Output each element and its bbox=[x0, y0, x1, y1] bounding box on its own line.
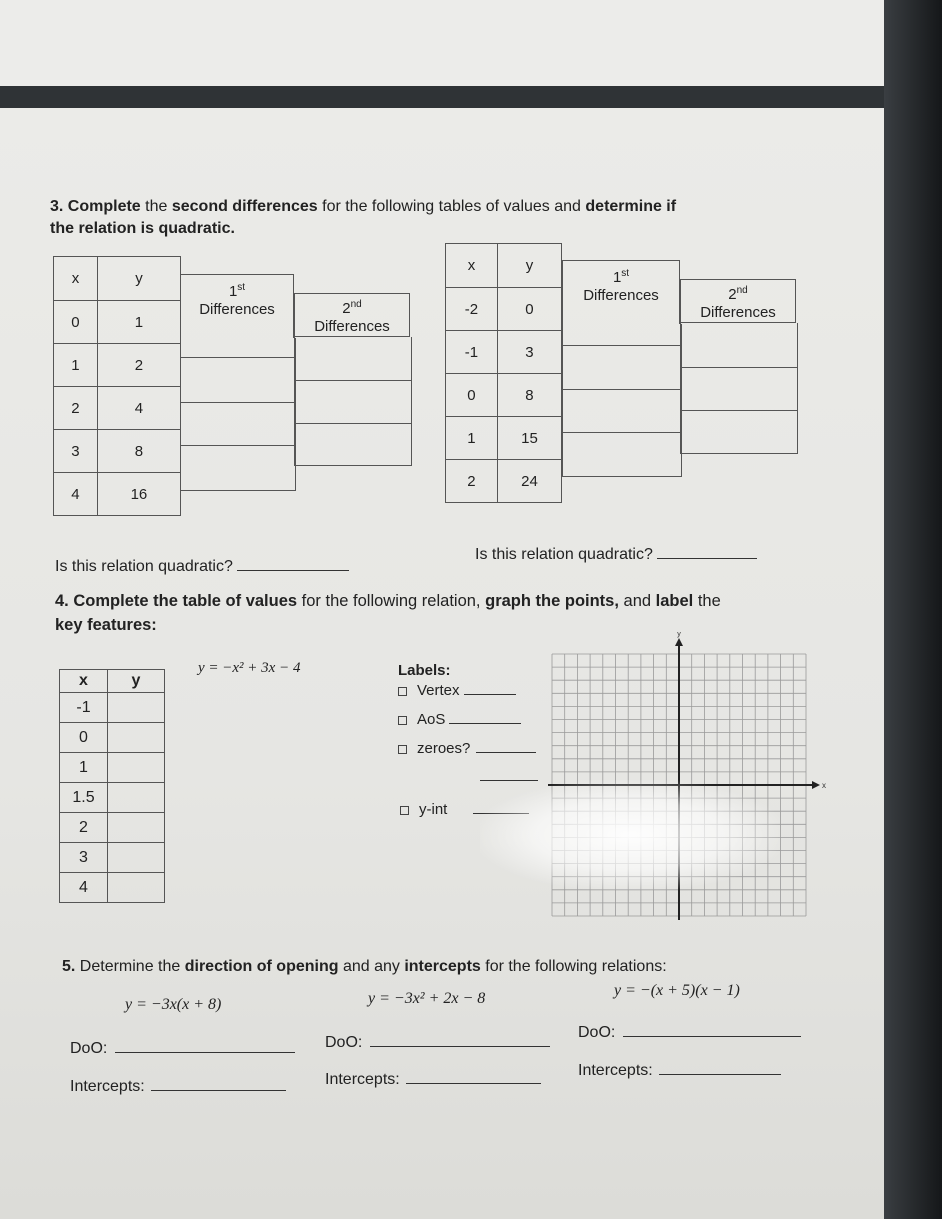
q3-table2-cell: 0 bbox=[446, 374, 498, 417]
answer-blank[interactable] bbox=[115, 1052, 295, 1053]
q3-table2-cell: 8 bbox=[497, 374, 561, 417]
q3-table2-cell: 1 bbox=[446, 417, 498, 460]
q4-table-x-cell: 3 bbox=[60, 843, 108, 873]
answer-blank[interactable] bbox=[406, 1083, 541, 1084]
answer-blank[interactable] bbox=[659, 1074, 781, 1075]
q5-doo-1: DoO: bbox=[70, 1040, 295, 1058]
q4-table-y-cell[interactable] bbox=[108, 723, 165, 753]
q4-number: 4. bbox=[55, 592, 69, 610]
q3-table1-cell: 2 bbox=[97, 344, 180, 387]
q3-table1-second-diff-column bbox=[294, 337, 412, 466]
q3-table2-cell: 0 bbox=[497, 288, 561, 331]
q3-table1-cell: 3 bbox=[54, 430, 98, 473]
q3-table2-cell: 3 bbox=[497, 331, 561, 374]
monitor-bezel-bar bbox=[0, 86, 942, 108]
q5-number: 5. bbox=[62, 958, 76, 975]
q4-table-x-cell: -1 bbox=[60, 693, 108, 723]
answer-blank[interactable] bbox=[623, 1036, 801, 1037]
q3-question-left: Is this relation quadratic? bbox=[55, 558, 349, 576]
label-vertex: Vertex bbox=[398, 682, 516, 699]
q3-table2-cell: 2 bbox=[446, 460, 498, 503]
q3-table1-cell: 0 bbox=[54, 301, 98, 344]
q3-table1-cell: 4 bbox=[97, 387, 180, 430]
answer-blank[interactable] bbox=[476, 752, 536, 753]
q3-instructions: 3. Complete the second differences for the following tables of values and determine if the relation is quadratic. bbox=[50, 198, 677, 237]
q4-table-y-cell[interactable] bbox=[108, 843, 165, 873]
monitor-right-edge bbox=[884, 0, 942, 1219]
q5-intercepts-2: Intercepts: bbox=[325, 1071, 541, 1089]
answer-blank[interactable] bbox=[464, 694, 516, 695]
q4-table-header-y: y bbox=[108, 670, 165, 693]
q3-table2-first-diff-column bbox=[562, 324, 682, 477]
q4-table-x-cell: 1.5 bbox=[60, 783, 108, 813]
coordinate-grid[interactable] bbox=[540, 632, 830, 924]
answer-blank[interactable] bbox=[237, 570, 349, 571]
q4-table-x-cell: 4 bbox=[60, 873, 108, 903]
q4-table-header-x: x bbox=[60, 670, 108, 693]
q3-question-right: Is this relation quadratic? bbox=[475, 546, 757, 564]
q3-table2-cell: 24 bbox=[497, 460, 561, 503]
q3-table2 bbox=[445, 243, 562, 503]
q4-instructions: 4. Complete the table of values for the following relation, graph the points, and label the key features: bbox=[55, 592, 721, 634]
q5-doo-2: DoO: bbox=[325, 1034, 550, 1052]
q3-table1-cell: 4 bbox=[54, 473, 98, 516]
q3-table2-first-diff-header: 1st Differences bbox=[562, 260, 680, 324]
q4-table-y-cell[interactable] bbox=[108, 753, 165, 783]
q3-table2-second-diff-column bbox=[680, 323, 798, 454]
checkbox-icon[interactable] bbox=[400, 806, 409, 815]
y-axis-label: y bbox=[677, 632, 681, 638]
label-y-int: y-int bbox=[400, 801, 529, 818]
q3-table2-header-x: x bbox=[446, 244, 498, 288]
checkbox-icon[interactable] bbox=[398, 745, 407, 754]
label-aos: AoS bbox=[398, 711, 521, 728]
q3-table1-header-y: y bbox=[97, 257, 180, 301]
answer-blank[interactable] bbox=[449, 723, 521, 724]
q3-table2-cell: -1 bbox=[446, 331, 498, 374]
q4-table-x-cell: 2 bbox=[60, 813, 108, 843]
x-axis-arrow-icon bbox=[812, 781, 820, 789]
checkbox-icon[interactable] bbox=[398, 687, 407, 696]
label-zeroes: zeroes? bbox=[398, 740, 536, 757]
answer-blank[interactable] bbox=[151, 1090, 286, 1091]
q3-table1-cell: 8 bbox=[97, 430, 180, 473]
q3-table1-cell: 2 bbox=[54, 387, 98, 430]
q4-table-y-cell[interactable] bbox=[108, 873, 165, 903]
q3-table1-cell: 16 bbox=[97, 473, 180, 516]
q5-equation-2: y = −3x² + 2x − 8 bbox=[368, 990, 486, 1007]
q4-table-x-cell: 0 bbox=[60, 723, 108, 753]
q3-table2-cell: 15 bbox=[497, 417, 561, 460]
q5-doo-3: DoO: bbox=[578, 1024, 801, 1042]
y-axis-arrow-icon bbox=[675, 638, 683, 646]
q3-table1 bbox=[53, 256, 181, 516]
q4-table-y-cell[interactable] bbox=[108, 783, 165, 813]
q3-table2-cell: -2 bbox=[446, 288, 498, 331]
checkbox-icon[interactable] bbox=[398, 716, 407, 725]
q3-number: 3. bbox=[50, 198, 64, 215]
q5-equation-3: y = −(x + 5)(x − 1) bbox=[614, 982, 740, 999]
q5-intercepts-1: Intercepts: bbox=[70, 1078, 286, 1096]
q3-table1-cell: 1 bbox=[97, 301, 180, 344]
q4-table-y-cell[interactable] bbox=[108, 813, 165, 843]
q4-labels-title: Labels: bbox=[398, 662, 451, 679]
answer-blank[interactable] bbox=[473, 813, 529, 814]
q4-table-x-cell: 1 bbox=[60, 753, 108, 783]
q3-table1-first-diff-header: 1st Differences bbox=[180, 274, 294, 338]
x-axis-label: x bbox=[822, 781, 826, 790]
screen-top-strip bbox=[0, 0, 942, 86]
q5-intercepts-3: Intercepts: bbox=[578, 1062, 781, 1080]
q3-table1-first-diff-column bbox=[180, 338, 296, 491]
zeroes-second-blank[interactable] bbox=[480, 768, 538, 786]
q5-instructions: 5. Determine the direction of opening and any intercepts for the following relations: bbox=[62, 958, 667, 975]
q4-table bbox=[59, 669, 165, 903]
answer-blank[interactable] bbox=[370, 1046, 550, 1047]
q4-equation: y = −x² + 3x − 4 bbox=[198, 660, 301, 676]
q3-table2-second-diff-header: 2nd Differences bbox=[680, 279, 796, 323]
q5-equation-1: y = −3x(x + 8) bbox=[125, 996, 222, 1013]
q4-table-y-cell[interactable] bbox=[108, 693, 165, 723]
answer-blank[interactable] bbox=[657, 558, 757, 559]
q3-table1-second-diff-header: 2nd Differences bbox=[294, 293, 410, 337]
q3-table1-header-x: x bbox=[54, 257, 98, 301]
q3-table2-header-y: y bbox=[497, 244, 561, 288]
q3-table1-cell: 1 bbox=[54, 344, 98, 387]
